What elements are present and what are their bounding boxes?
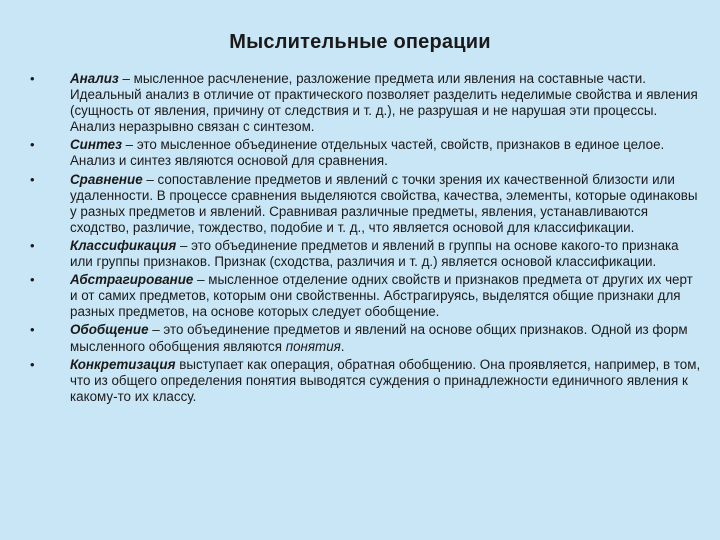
list-item-concretization — [30, 357, 702, 405]
definition-classification: – это объединение предметов и явлений в группы на основе какого-то признака или группы признаков. Признак (сходства, различия и т. д.) является основой классификации. — [70, 237, 679, 270]
term-abstraction: Абстрагирование — [70, 272, 194, 288]
definition-abstraction: – мысленное отделение одних свойств и признаков предмета от других их черт и от самих предметов, которым они свойственны. Абстрагируясь, выделятся общие признаки для разных предметов, на основе которых следует обобщение. — [70, 272, 693, 320]
definition-concretization: выступает как операция, обратная обобщению. Она проявляется, например, в том, что из общего определения понятия выводятся суждения о принадлежности единичного явления к какому-то их классу. — [70, 356, 701, 404]
term-generalization: Обобщение — [70, 322, 149, 338]
list-item-generalization — [30, 322, 702, 354]
term-synthesis: Синтез — [70, 137, 122, 153]
bullet: • — [30, 71, 35, 86]
bullet: • — [30, 356, 35, 372]
list-item-comparison — [30, 172, 702, 236]
list-item-synthesis — [30, 137, 702, 169]
list-item-classification — [30, 238, 702, 270]
term-analysis: Анализ — [70, 71, 119, 86]
list-item-abstraction — [30, 272, 702, 320]
definition-comparison: – сопоставление предметов и явлений с точки зрения их качественной близости или удаленности. В процессе сравнения выделяются свойства, качества, элементы, которые одинаковы у разных предметов и явлений. Сравнивая различные предметы, явления, устанавливаются сходство, различие, тождество, подобие и т. д., что является основой для классификации. — [70, 171, 698, 235]
bullet: • — [30, 137, 35, 153]
bullet: • — [30, 237, 35, 253]
term-comparison: Сравнение — [70, 171, 143, 187]
bullet: • — [30, 272, 35, 288]
concepts-emphasis: понятия — [285, 338, 341, 354]
bullet: • — [30, 171, 35, 187]
definition-generalization: – это объединение предметов и явлений на основе общих признаков. Одной из форм мысленного обобщения являются — [70, 322, 688, 354]
operations-list — [30, 71, 702, 407]
term-classification: Классификация — [70, 237, 177, 253]
term-concretization: Конкретизация — [70, 356, 176, 372]
definition-synthesis: – это мысленное объединение отдельных частей, свойств, признаков в единое целое. Анализ и синтез являются основой для сравнения. — [70, 137, 665, 169]
definition-analysis: – мысленное расчленение, разложение предмета или явления на составные части. Идеальный анализ в отличие от практического позволяет разделить неделимые свойства и явления (сущность от явления, причину от следствия и т. д.), не разрушая и не нарушая эти процессы. Анализ неразрывно связан с синтезом. — [70, 71, 698, 135]
slide-title: Мыслительные операции — [229, 31, 491, 53]
bullet: • — [30, 322, 35, 338]
definition-generalization-end: . — [340, 338, 345, 354]
list-item-analysis — [30, 71, 702, 135]
